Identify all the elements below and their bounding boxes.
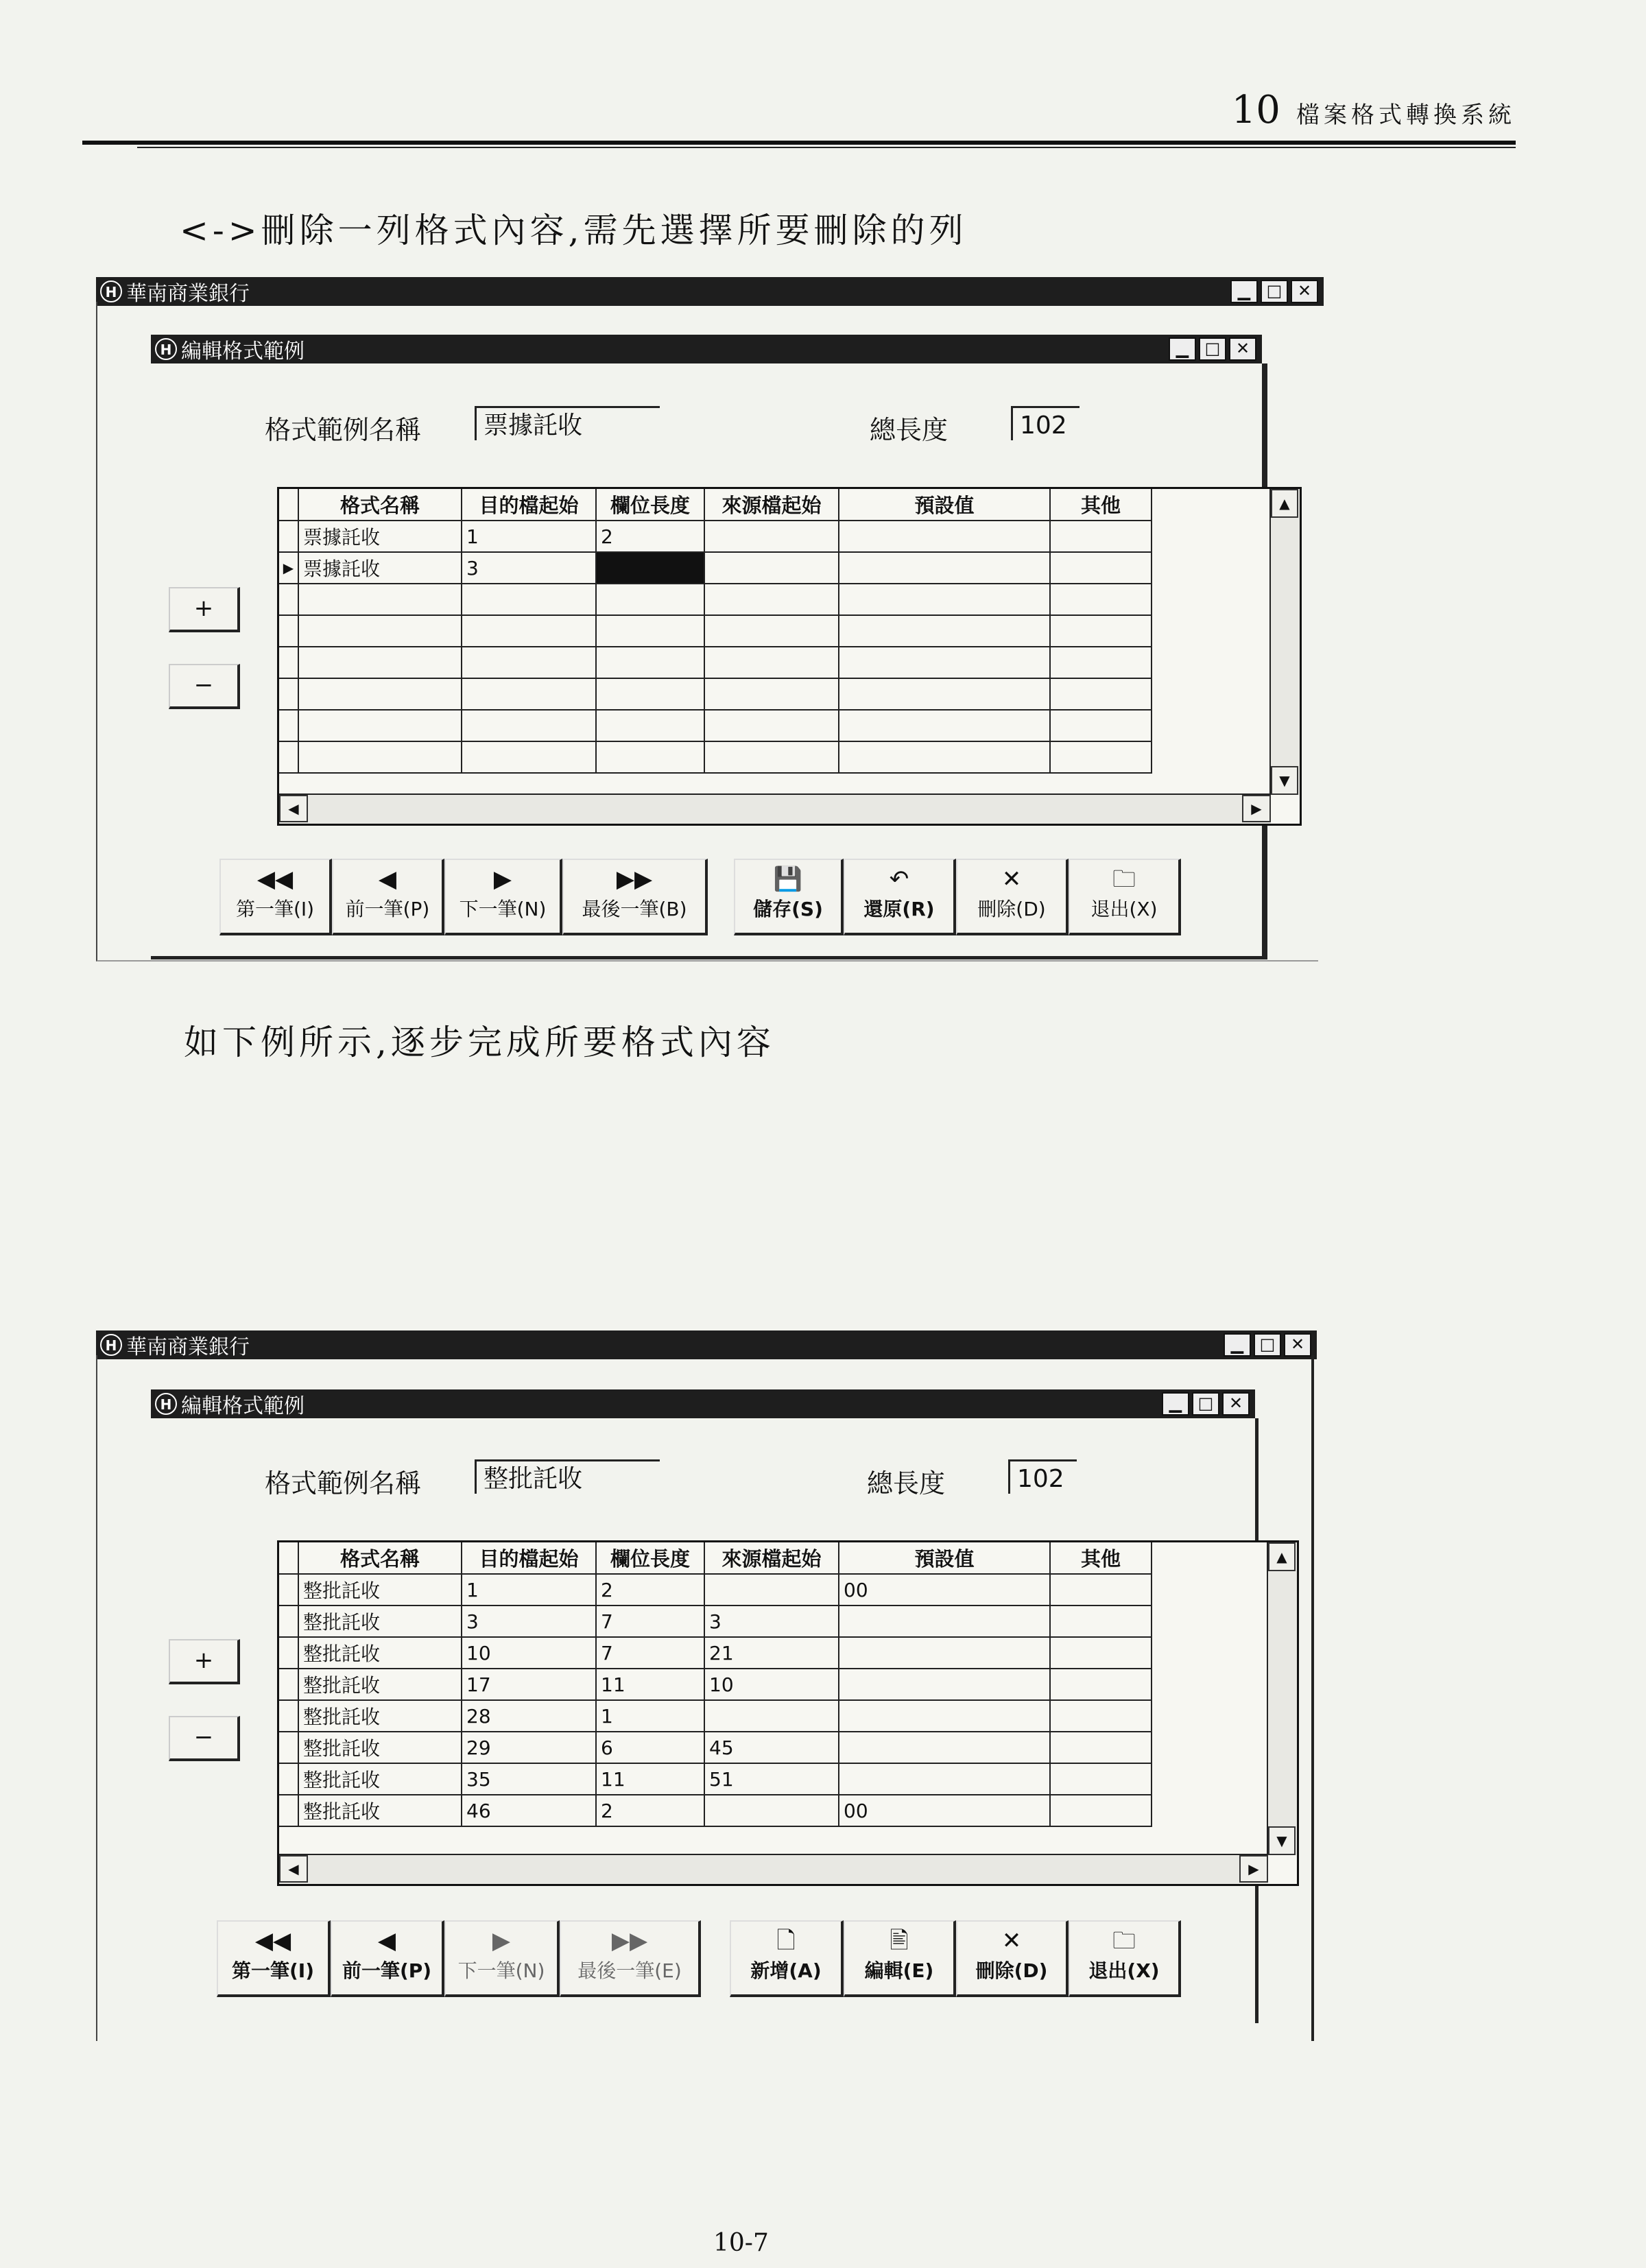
- col-header-default-value[interactable]: 預設值: [839, 489, 1050, 521]
- table-row[interactable]: [279, 615, 1152, 647]
- next-record-button[interactable]: ▶ 下一筆(N): [444, 859, 562, 935]
- prev-record-button[interactable]: ◀ 前一筆(P): [331, 1920, 444, 1997]
- last-record-button[interactable]: ▶▶ 最後一筆(B): [562, 859, 708, 935]
- cell[interactable]: [839, 552, 1050, 584]
- close-button[interactable]: ✕: [1284, 1333, 1311, 1357]
- col-header-other[interactable]: 其他: [1050, 489, 1152, 521]
- maximize-button[interactable]: □: [1254, 1333, 1281, 1357]
- grid-header-row: [279, 489, 1152, 521]
- scroll-left-icon[interactable]: ◀: [279, 1855, 308, 1883]
- table-row[interactable]: [279, 647, 1152, 678]
- vertical-scrollbar[interactable]: [1269, 489, 1300, 795]
- restore-button[interactable]: ↶ 還原(R): [844, 859, 956, 935]
- scroll-down-icon[interactable]: ▼: [1271, 766, 1298, 795]
- first-icon: ◀◀: [257, 866, 294, 893]
- cell[interactable]: 1: [462, 521, 596, 552]
- dialog-minimize-button[interactable]: ▁: [1162, 1392, 1189, 1416]
- format-grid[interactable]: [277, 487, 1302, 826]
- exit-button[interactable]: 🗀 退出(X): [1069, 1920, 1181, 1997]
- new-button[interactable]: 🗋 新增(A): [730, 1920, 844, 1997]
- format-name-field[interactable]: 整批託收: [475, 1459, 660, 1494]
- format-name-label: 格式範例名稱: [265, 415, 422, 445]
- add-row-button[interactable]: +: [169, 1639, 240, 1684]
- dialog-title: 編輯格式範例: [181, 339, 305, 363]
- dialog-close-button[interactable]: ✕: [1222, 1392, 1250, 1416]
- table-row[interactable]: 整批託收 29 6 45: [279, 1732, 1152, 1763]
- cell[interactable]: [1050, 521, 1152, 552]
- app-window-2: [96, 1330, 1317, 2044]
- exit-button[interactable]: 🗀 退出(X): [1069, 859, 1181, 935]
- minimize-button[interactable]: ▁: [1224, 1333, 1251, 1357]
- undo-icon: ↶: [889, 866, 909, 893]
- format-name-field[interactable]: 票據託收: [475, 406, 660, 440]
- delete-button[interactable]: ✕ 刪除(D): [956, 859, 1069, 935]
- selected-cell[interactable]: [596, 552, 704, 584]
- table-row[interactable]: 整批託收 3 7 3: [279, 1605, 1152, 1637]
- save-button[interactable]: 💾 儲存(S): [734, 859, 844, 935]
- running-header: [1232, 88, 1516, 132]
- scroll-down-icon[interactable]: ▼: [1268, 1826, 1296, 1855]
- next-icon: ▶: [493, 866, 512, 893]
- delete-button[interactable]: ✕ 刪除(D): [956, 1920, 1069, 1997]
- col-header-dest-start[interactable]: 目的檔起始: [462, 1542, 596, 1574]
- table-row[interactable]: 整批託收 1 2 00: [279, 1574, 1152, 1605]
- table-row[interactable]: 整批託收 46 2 00: [279, 1795, 1152, 1826]
- dialog-titlebar: [151, 1389, 1255, 1418]
- scroll-up-icon[interactable]: ▲: [1268, 1542, 1296, 1571]
- next-icon: ▶: [492, 1927, 511, 1955]
- total-length-field[interactable]: 102: [1011, 406, 1080, 440]
- table-row[interactable]: [279, 678, 1152, 710]
- dialog-title: 編輯格式範例: [181, 1394, 305, 1418]
- folder-icon: 🗀: [1112, 1927, 1136, 1955]
- scroll-up-icon[interactable]: ▲: [1271, 489, 1298, 518]
- cell[interactable]: [839, 521, 1050, 552]
- maximize-button[interactable]: □: [1261, 280, 1288, 303]
- dialog-maximize-button[interactable]: □: [1192, 1392, 1219, 1416]
- format-grid[interactable]: [277, 1540, 1299, 1886]
- delete-icon: ✕: [1001, 1927, 1022, 1955]
- remove-row-button[interactable]: −: [169, 664, 240, 709]
- scroll-right-icon[interactable]: ▶: [1239, 1855, 1268, 1883]
- bank-logo-icon: H: [100, 280, 122, 302]
- prev-icon: ◀: [377, 1927, 396, 1955]
- cell[interactable]: [1050, 552, 1152, 584]
- total-length-label: 總長度: [870, 415, 949, 445]
- last-icon: ▶▶: [611, 1927, 648, 1955]
- table-row[interactable]: 整批託收 10 7 21: [279, 1637, 1152, 1669]
- horizontal-scrollbar[interactable]: [279, 1854, 1268, 1884]
- prev-record-button[interactable]: ◀ 前一筆(P): [332, 859, 444, 935]
- cell[interactable]: 票據託收: [298, 552, 462, 584]
- chapter-title: 檔案格式轉換系統: [1296, 102, 1516, 129]
- dialog-close-button[interactable]: ✕: [1229, 337, 1256, 361]
- last-icon: ▶▶: [616, 866, 653, 893]
- bank-logo-icon: H: [100, 1334, 122, 1356]
- app-title: 華南商業銀行: [126, 282, 250, 306]
- row-indicator-header: [279, 1542, 298, 1574]
- table-row[interactable]: [279, 552, 1152, 584]
- cell[interactable]: 3: [462, 552, 596, 584]
- header-rule: [82, 141, 1516, 145]
- folder-icon: 🗀: [1112, 866, 1136, 893]
- scroll-right-icon[interactable]: ▶: [1242, 795, 1271, 822]
- cell[interactable]: [704, 521, 839, 552]
- table-row[interactable]: [279, 584, 1152, 615]
- total-length-label: 總長度: [867, 1468, 946, 1499]
- col-header-default-value[interactable]: 預設值: [839, 1542, 1050, 1574]
- chapter-number: 10: [1231, 88, 1280, 132]
- col-header-source-start[interactable]: 來源檔起始: [704, 489, 839, 521]
- edit-icon: 🖹: [890, 1927, 909, 1955]
- cell[interactable]: 2: [596, 521, 704, 552]
- cell[interactable]: 票據託收: [298, 521, 462, 552]
- first-record-button[interactable]: ◀◀ 第一筆(I): [217, 1920, 331, 1997]
- new-file-icon: 🗋: [776, 1927, 796, 1955]
- delete-icon: ✕: [1001, 866, 1022, 893]
- dialog-logo-icon: H: [155, 338, 177, 360]
- dialog-minimize-button[interactable]: ▁: [1169, 337, 1196, 361]
- close-button[interactable]: ✕: [1291, 280, 1318, 303]
- edit-button[interactable]: 🖹 編輯(E): [844, 1920, 956, 1997]
- app-window-1: [96, 277, 1324, 963]
- scroll-left-icon[interactable]: ◀: [279, 795, 308, 822]
- last-record-button[interactable]: ▶▶ 最後一筆(E): [560, 1920, 701, 1997]
- first-icon: ◀◀: [254, 1927, 291, 1955]
- prev-icon: ◀: [378, 866, 397, 893]
- col-header-format-name[interactable]: 格式名稱: [298, 489, 462, 521]
- table-row[interactable]: [279, 710, 1152, 741]
- col-header-source-start[interactable]: 來源檔起始: [704, 1542, 839, 1574]
- col-header-other[interactable]: 其他: [1050, 1542, 1152, 1574]
- table-row[interactable]: 整批託收 28 1: [279, 1700, 1152, 1732]
- row-indicator-header: [279, 489, 298, 521]
- caption-delete-row: <->刪除一列格式內容,需先選擇所要刪除的列: [180, 211, 968, 250]
- table-row[interactable]: [279, 741, 1152, 773]
- format-name-label: 格式範例名稱: [265, 1468, 422, 1499]
- grid-header-row: [279, 1542, 1152, 1574]
- app-title: 華南商業銀行: [126, 1335, 250, 1359]
- table-row[interactable]: 整批託收 35 11 51: [279, 1763, 1152, 1795]
- col-header-field-length[interactable]: 欄位長度: [596, 1542, 704, 1574]
- remove-row-button[interactable]: −: [169, 1716, 240, 1761]
- cell[interactable]: [704, 552, 839, 584]
- next-record-button[interactable]: ▶ 下一筆(N): [444, 1920, 560, 1997]
- current-row-arrow-icon: ▶: [279, 552, 298, 584]
- dialog-maximize-button[interactable]: □: [1199, 337, 1226, 361]
- header-rule-thin: [137, 147, 1516, 148]
- table-row[interactable]: 整批託收 17 11 10: [279, 1669, 1152, 1700]
- dialog-logo-icon: H: [155, 1393, 177, 1415]
- table-row[interactable]: [279, 521, 1152, 552]
- page-number: 10-7: [713, 2229, 769, 2257]
- minimize-button[interactable]: ▁: [1230, 280, 1258, 303]
- total-length-field[interactable]: 102: [1008, 1459, 1077, 1494]
- col-header-format-name[interactable]: 格式名稱: [298, 1542, 462, 1574]
- col-header-field-length[interactable]: 欄位長度: [596, 489, 704, 521]
- dialog-titlebar: [151, 335, 1262, 363]
- caption-example: 如下例所示,逐步完成所要格式內容: [184, 1023, 775, 1062]
- save-icon: 💾: [773, 866, 803, 893]
- horizontal-scrollbar[interactable]: [279, 793, 1271, 824]
- col-header-dest-start[interactable]: 目的檔起始: [462, 489, 596, 521]
- add-row-button[interactable]: +: [169, 587, 240, 632]
- first-record-button[interactable]: ◀◀ 第一筆(I): [219, 859, 332, 935]
- vertical-scrollbar[interactable]: [1267, 1542, 1297, 1855]
